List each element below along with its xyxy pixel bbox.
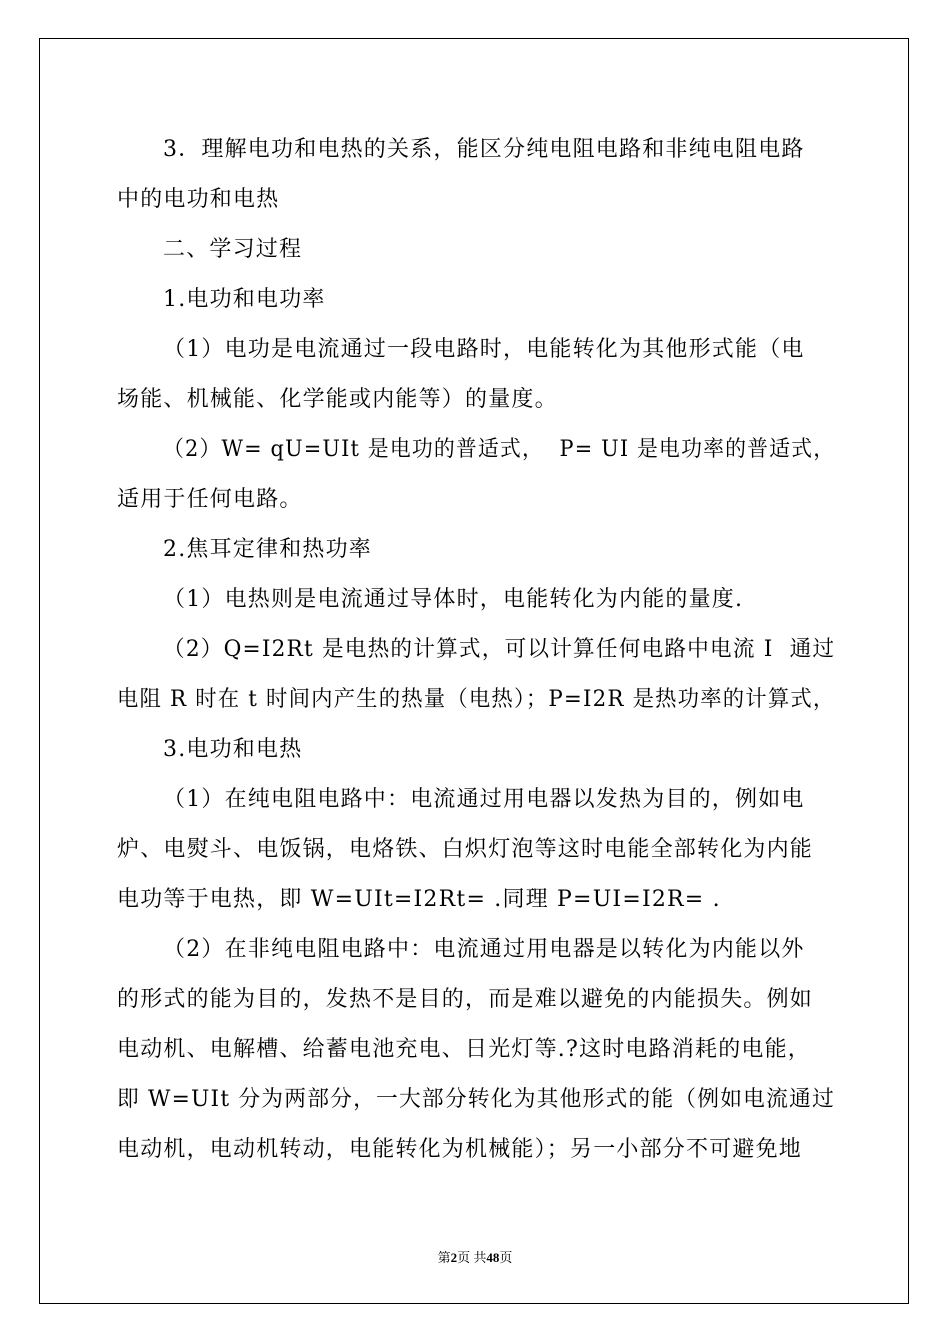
- paragraph-line: 电功等于电热，即 W=UIt=I2Rt= .同理 P=UI=I2R= .: [117, 887, 721, 912]
- paragraph-line: 电动机，电动机转动，电能转化为机械能）；另一小部分不可避免地: [117, 1137, 803, 1162]
- current-page-number: 2: [450, 1250, 458, 1265]
- page-footer: [0, 1247, 950, 1266]
- subsection-heading: 1.电功和电功率: [163, 287, 326, 312]
- paragraph-line: （2）在非纯电阻电路中：电流通过用电器是以转化为内能以外: [163, 937, 805, 962]
- total-page-count: 48: [486, 1250, 500, 1265]
- paragraph-line: （1）电功是电流通过一段电路时，电能转化为其他形式能（电: [163, 337, 805, 362]
- subsection-heading: 3.电功和电热: [163, 737, 303, 762]
- paragraph-line: 的形式的能为目的，发热不是目的，而是难以避免的内能损失。例如: [117, 987, 814, 1012]
- paragraph-line: 电动机、电解槽、给蓄电池充电、日光灯等.?这时电路消耗的电能，: [117, 1037, 811, 1062]
- paragraph-line: 即 W=UIt 分为两部分，一大部分转化为其他形式的能（例如电流通过: [117, 1087, 835, 1112]
- paragraph-line: （2）W= qU=UIt 是电功的普适式， P= UI 是电功率的普适式，: [163, 437, 836, 462]
- section-heading: 二、学习过程: [163, 237, 303, 262]
- footer-prefix: 第: [437, 1250, 451, 1265]
- paragraph-line: （1）电热则是电流通过导体时，电能转化为内能的量度.: [163, 587, 744, 612]
- footer-middle: 页 共: [457, 1250, 487, 1265]
- paragraph-line: 3．理解电功和电热的关系，能区分纯电阻电路和非纯电阻电路: [163, 137, 805, 162]
- paragraph-line: 炉、电熨斗、电饭锅，电烙铁、白炽灯泡等这时电能全部转化为内能: [117, 837, 814, 862]
- subsection-heading: 2.焦耳定律和热功率: [163, 537, 372, 562]
- paragraph-line: 中的电功和电热: [117, 187, 280, 212]
- paragraph-line: （2）Q=I2Rt 是电热的计算式，可以计算任何电路中电流 I 通过: [163, 637, 836, 662]
- footer-suffix: 页: [499, 1250, 513, 1265]
- paragraph-line: 适用于任何电路。: [117, 487, 303, 512]
- paragraph-line: 场能、机械能、化学能或内能等）的量度。: [117, 387, 558, 412]
- paragraph-line: 电阻 R 时在 t 时间内产生的热量（电热）；P=I2R 是热功率的计算式，: [117, 687, 836, 712]
- paragraph-line: （1）在纯电阻电路中：电流通过用电器以发热为目的，例如电: [163, 787, 805, 812]
